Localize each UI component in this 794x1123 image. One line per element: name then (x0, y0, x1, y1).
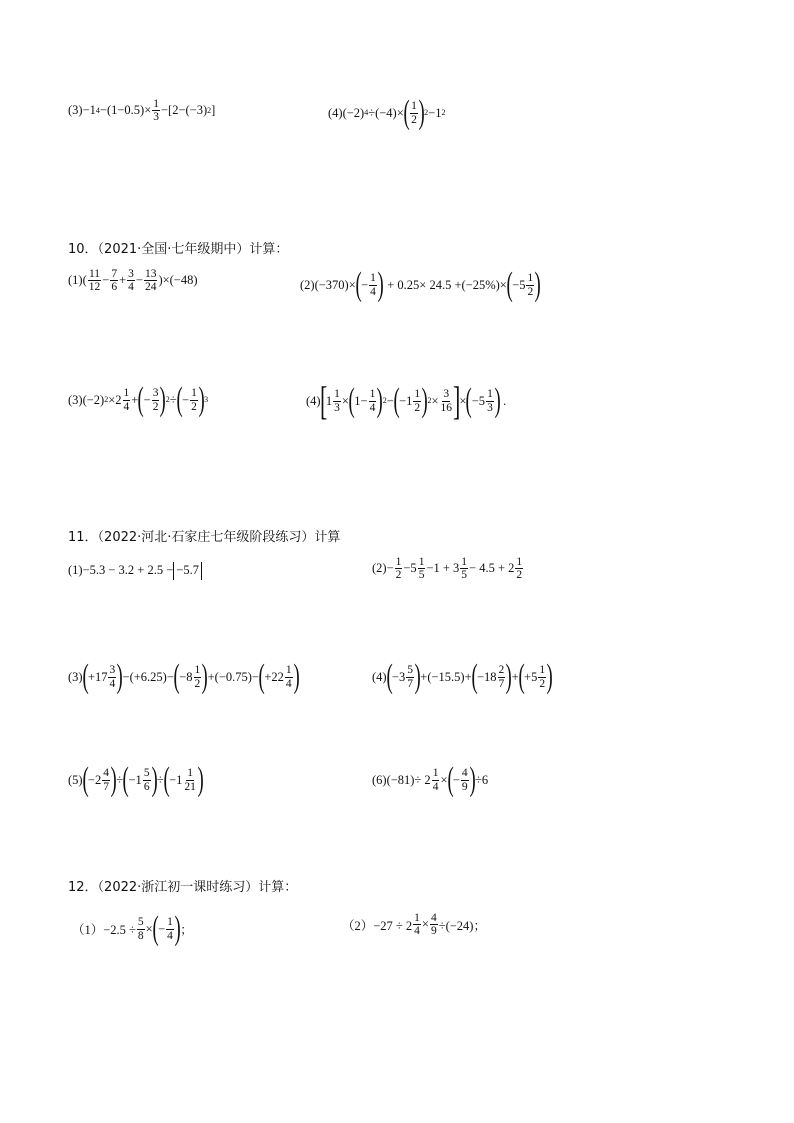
absolute-value: −5.7 (173, 562, 202, 580)
question-12-heading: 12．（2022·浙江初一课时练习）计算： (68, 880, 298, 895)
q10-problem-1: (1)( $\frac{11}{12}$ − $\frac{7}{6}$ + $\frac{3}{4}$ − $\frac{13}{24}$ )×(−48) (68, 268, 198, 294)
q10-problem-3: (3)(−2) 2 ×2 $\frac{1}{4}$ + ( − $\frac{3}{2}$ ) 2 ÷ ( − $\frac{1}{2}$ ) 3 (68, 381, 209, 418)
q12-problem-1: （1）−2.5 ÷ $\frac{5}{8}$ × ( − $\frac{1}{4}$ ) ； (72, 910, 193, 947)
q9-problem-3: (3) −1 4 −(1−0.5)× $\frac{1}{3}$ −[2−(−3) 2 ] (68, 98, 216, 124)
q11-problem-1: (1)−5.3 − 3.2 + 2.5 − −5.7 (68, 562, 202, 580)
question-11-heading: 11．（2022·河北·石家庄七年级阶段练习）计算 (68, 530, 341, 545)
q11-problem-4: (4) ( −3 $\frac{5}{7}$ ) +(−15.5)+ ( −18 $\frac{2}{7}$ ) + ( +5 $\frac{1}{2}$ ) (372, 658, 553, 695)
q11-problem-3: (3) ( +17 $\frac{3}{4}$ ) −(+6.25)− ( −8 $\frac{1}{2}$ ) +(−0.75)− ( +22 $\frac{1}{4}$ ) (68, 658, 300, 695)
fraction: $\frac{1}{2}$ (411, 100, 417, 126)
q10-problem-4: (4) [ 1 $\frac{1}{3}$ × ( 1− $\frac{1}{4}$ ) 2 − ( −1 $\frac{1}{2}$ ) 2 × $\frac{3}{16}$ ] × ( −5 $\frac{1}{3}$ ) . (306, 378, 507, 423)
q9-problem-4: (4) (−2) 4 ÷(−4)× ( $\frac{1}{2}$ ) 2 −1 2 (328, 94, 446, 131)
q10-problem-2: (2)(−370)× ( − $\frac{1}{4}$ ) + 0.25× 24.5 +(−25%)× ( −5 $\frac{1}{2}$ ) (300, 266, 542, 303)
question-10-heading: 10．（2021·全国·七年级期中）计算： (68, 242, 289, 257)
q12-problem-2: （2）−27 ÷ 2 $\frac{1}{4}$ × $\frac{4}{9}$ ÷(−24)； (342, 912, 486, 938)
fraction: $\frac{1}{3}$ (153, 98, 159, 124)
q11-problem-2: (2)− $\frac{1}{2}$ −5 $\frac{1}{5}$ −1 + 3 $\frac{1}{5}$ − 4.5 + 2 $\frac{1}{2}$ (372, 556, 523, 582)
q11-problem-6: (6)(−81)÷ 2 $\frac{1}{4}$ × ( − $\frac{4}{9}$ ) ÷6 (372, 761, 489, 798)
q11-problem-5: (5) ( −2 $\frac{4}{7}$ ) ÷ ( −1 $\frac{5}{6}$ ) ÷ ( −1 $\frac{1}{21}$ ) (68, 761, 204, 798)
